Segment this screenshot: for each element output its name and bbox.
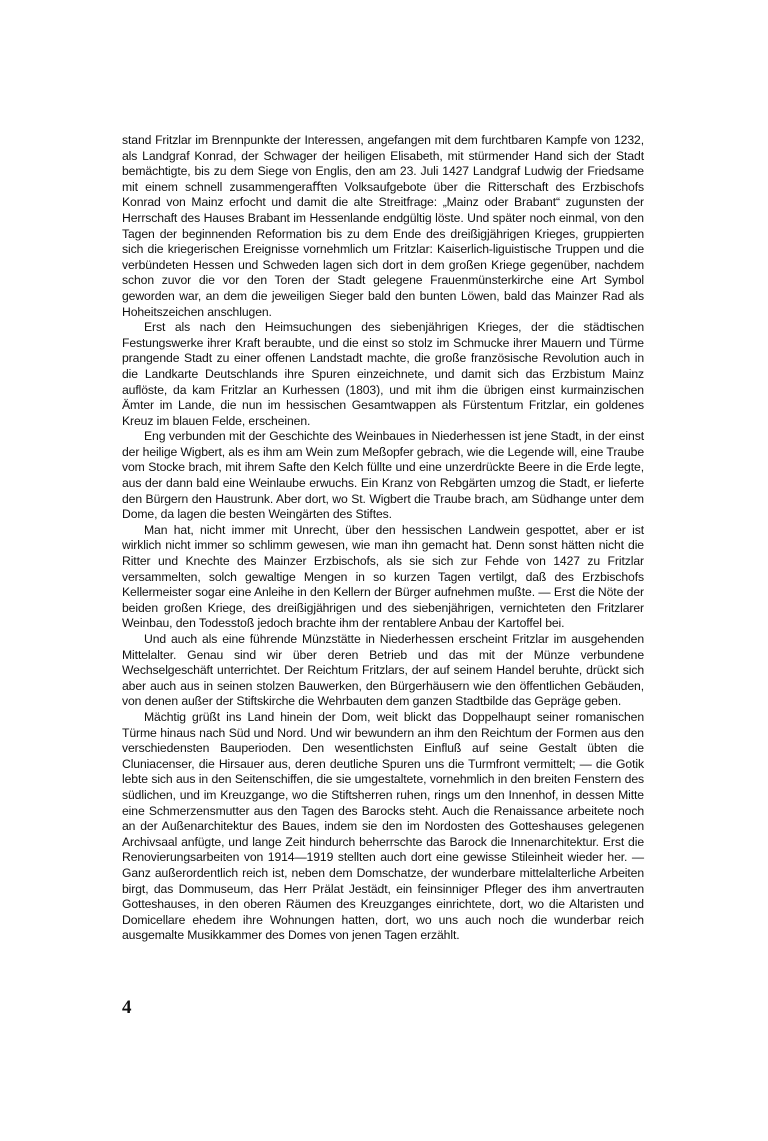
- paragraph-2: Erst als nach den Heimsuchungen des siebenjährigen Krieges, der die städtischen Festungswerke ihrer Kraft beraubte, und die einst so stolz im Schmucke ihrer Mauern und Türme prangende Stadt zu einer offenen Landstadt machte, die große französische Revolution auch in die Landkarte Deutschlands ihre Spuren einzeichnete, und damit sich das Erzbistum Mainz auflöste, da kam Fritzlar an Kurhessen (1803), und mit ihm die übrigen einst kurmainzischen Ämter im Lande, die nun im hessischen Gesamtwappen als Fürstentum Fritzlar, ein goldenes Kreuz im blauen Felde, erscheinen.: [122, 320, 644, 428]
- paragraph-5: Und auch als eine führende Münzstätte in Niederhessen erscheint Fritzlar im ausgehenden Mittelalter. Genau sind wir über deren Betrieb und das mit der Münze verbundene Wechselgeschäft unterrichtet. Der Reichtum Fritzlars, der auf seinem Handel beruhte, drückt sich aber auch aus in seinen stolzen Bauwerken, den Bürgerhäusern wie den öffentlichen Gebäuden, von denen außer der Stiftskirche die Wehrbauten dem ganzen Stadtbilde das Gepräge geben.: [122, 632, 644, 709]
- paragraph-4: Man hat, nicht immer mit Unrecht, über den hessischen Landwein gespottet, aber er ist wirklich nicht immer so schlimm gewesen, wie man ihn gemacht hat. Denn sonst hätten nicht die Ritter und Knechte des Mainzer Erzbischofs, als sie sich zur Fehde von 1427 zu Fritzlar versammelten, solch gewaltige Mengen in so kurzen Tagen vertilgt, daß des Erzbischofs Kellermeister sogar eine Anleihe in den Kellern der Bürger aufnehmen mußte. — Erst die Nöte der beiden großen Kriege, des dreißigjährigen und des siebenjährigen, vernichteten den Fritzlarer Weinbau, den Todesstoß jedoch brachte ihm der rentablere Anbau der Kartoffel bei.: [122, 522, 644, 631]
- paragraph-6: Mächtig grüßt ins Land hinein der Dom, weit blickt das Doppelhaupt seiner romanischen Türme hinaus nach Süd und Nord. Und wir bewundern an ihm den Reichtum der Formen aus den verschiedensten Bauperioden. Den wesentlichsten Einfluß auf seine Gestalt übten die Cluniacenser, die Hirsauer aus, deren deutliche Spuren uns die Turmfront vermittelt; — die Gotik lebte sich aus in den Seitenschiffen, die sie umgestaltete, vornehmlich in den breiten Fenstern des südlichen, und im Kreuzgange, wo die Stiftsherren ruhen, rings um den Innenhof, in dessen Mitte eine Schmerzensmutter aus den Tagen des Barocks steht. Auch die Renaissance arbeitete noch an der Außenarchitektur des Baues, indem sie den im Nordosten des Gotteshauses gelegenen Archivsaal anfügte, und lange Zeit hindurch beherrschte das Barock die Innenarchitektur. Erst die Renovierungsarbeiten von 1914—1919 stellten auch dort eine gewisse Stileinheit wieder her. — Ganz außerordentlich reich ist, neben dem Domschatze, der wunderbare mittelalterliche Arbeiten birgt, das Dommuseum, das Herr Prälat Jestädt, ein feinsinniger Pfleger des ihm anvertrauten Gotteshauses, in den oberen Räumen des Kreuzganges einrichtete, dort, wo die Altaristen und Domicellare ehedem ihre Wohnungen hatten, dort, wo uns auch noch die wunderbar reich ausgemalte Musikkammer des Domes von jenen Tagen erzählt.: [122, 709, 644, 943]
- page-number: 4: [122, 997, 132, 1018]
- paragraph-1: stand Fritzlar im Brennpunkte der Interessen, angefangen mit dem furchtbaren Kampfe von 1232, als Landgraf Konrad, der Schwager der heiligen Elisabeth, mit stürmender Hand sich der Stadt bemächtigte, bis zu dem Siege von Englis, den am 23. Juli 1427 Landgraf Ludwig der Friedsame mit einem schnell zusammengeraﬀten Volksaufgebote über die Ritterschaft des Erzbischofs Konrad von Mainz erfocht und damit die alte Streitfrage: „Mainz oder Brabant“ zugunsten der Herrschaft des Hauses Brabant im Hessenlande endgültig löste. Und später noch einmal, von den Tagen der beginnenden Reformation bis zu dem Ende des dreißigjährigen Krieges, gruppierten sich die kriegerischen Ereignisse vornehmlich um Fritzlar: Kaiserlich-liguistische Truppen und die verbündeten Hessen und Schweden lagen sich dort in dem großen Kriege gegenüber, nachdem schon zuvor die vor den Toren der Stadt gelegene Frauenmünsterkirche eine Art Symbol geworden war, an dem die jeweiligen Sieger bald den bunten Löwen, bald das Mainzer Rad als Hoheitszeichen anschlugen.: [122, 133, 644, 319]
- body-text: [122, 133, 644, 944]
- paragraph-3: Eng verbunden mit der Geschichte des Weinbaues in Niederhessen ist jene Stadt, in der einst der heilige Wigbert, als es ihm am Wein zum Meßopfer gebrach, wie die Legende will, eine Traube vom Stocke brach, mit ihrem Safte den Kelch füllte und eine unzerdrückte Beere in die Erde legte, aus der dann bald eine Weinlaube erwuchs. Ein Kranz von Rebgärten umzog die Stadt, er lieferte den Bürgern den Haustrunk. Aber dort, wo St. Wigbert die Traube brach, am Südhange unter dem Dome, da lagen die besten Weingärten des Stiftes.: [122, 429, 644, 522]
